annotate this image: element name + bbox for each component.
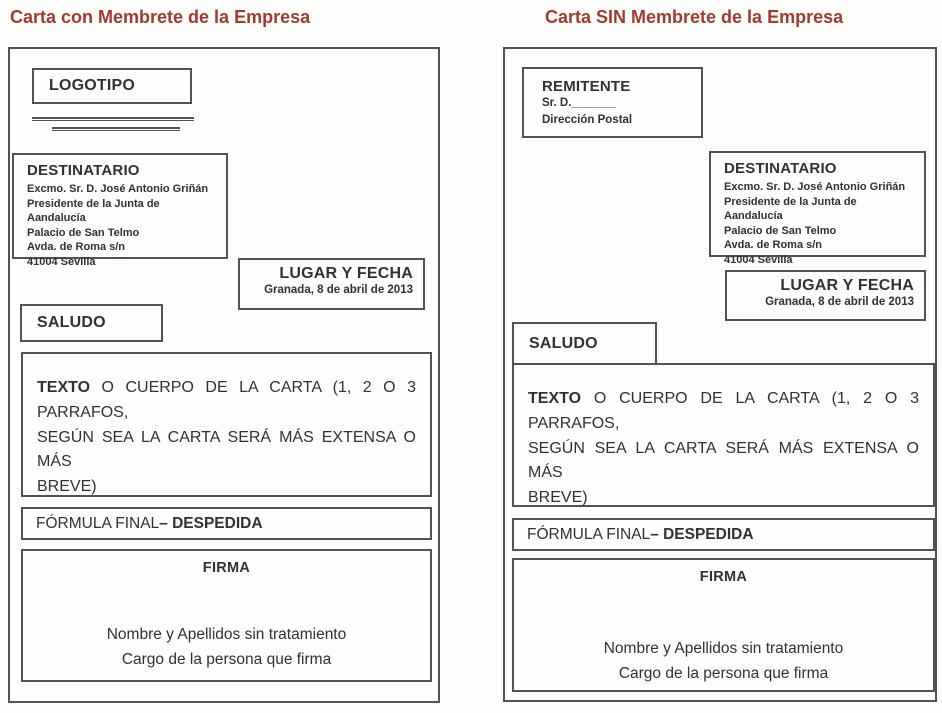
saludo-box <box>20 304 163 342</box>
letter-without-letterhead-page <box>503 47 937 702</box>
formula-despedida: – DESPEDIDA <box>650 525 754 543</box>
destinatario-line: 41004 Sevilla <box>27 255 96 268</box>
firma-line: Cargo de la persona que firma <box>121 650 332 668</box>
lugar-fecha-heading: LUGAR Y FECHA <box>279 265 413 282</box>
remitente-heading: REMITENTE <box>542 78 631 95</box>
remitente-line: Sr. D._______ <box>542 97 617 109</box>
destinatario-line: Excmo. Sr. D. José Antonio Griñán <box>27 183 209 195</box>
firma-lines <box>514 637 933 687</box>
lugar-fecha-date: Granada, 8 de abril de 2013 <box>765 296 914 308</box>
firma-line: Cargo de la persona que firma <box>618 664 829 682</box>
destinatario-line: Excmo. Sr. D. José Antonio Griñán <box>724 181 906 193</box>
lugar-fecha-box <box>725 270 926 321</box>
destinatario-heading: DESTINATARIO <box>724 160 837 177</box>
texto-line: BREVE) <box>528 489 588 507</box>
logotipo-box <box>32 68 192 104</box>
firma-box <box>512 558 935 692</box>
destinatario-line: 41004 Sevilla <box>724 253 793 266</box>
formula-lead: FÓRMULA FINAL <box>527 525 651 543</box>
destinatario-line: Palacio de San Telmo <box>27 226 140 239</box>
destinatario-line: Avda. de Roma s/n <box>27 241 126 254</box>
texto-lead: TEXTO <box>37 379 91 396</box>
texto-line <box>528 387 919 437</box>
firma-line: Nombre y Apellidos sin tratamiento <box>106 626 347 643</box>
lugar-fecha-box <box>238 258 425 310</box>
remitente-line: Dirección Postal <box>542 114 633 126</box>
destinatario-line: Avda. de Roma s/n <box>724 239 823 252</box>
destinatario-line: Presidente de la Junta de Aandalucía <box>724 195 857 223</box>
saludo-box <box>512 322 657 365</box>
texto-line: BREVE) <box>37 478 97 496</box>
firma-box <box>21 549 432 682</box>
texto-box <box>512 363 935 507</box>
destinatario-line: Palacio de San Telmo <box>724 224 837 237</box>
left-page-title: Carta con Membrete de la Empresa <box>10 7 311 27</box>
letter-with-letterhead-page <box>8 47 440 703</box>
formula-lead: FÓRMULA FINAL <box>36 514 160 532</box>
texto-lead: TEXTO <box>528 390 582 407</box>
firma-line: Nombre y Apellidos sin tratamiento <box>603 640 844 657</box>
destinatario-heading: DESTINATARIO <box>27 162 140 179</box>
lugar-fecha-date: Granada, 8 de abril de 2013 <box>264 284 413 296</box>
letterhead-rule-top <box>32 117 194 121</box>
texto-line: SEGÚN SEA LA CARTA SERÁ MÁS EXTENSA O MÁS <box>528 439 919 482</box>
texto-rest: O CUERPO DE LA CARTA (1, 2 O 3 PARRAFOS, <box>37 379 416 421</box>
formula-final-box <box>512 518 935 551</box>
logotipo-label: LOGOTIPO <box>49 77 136 94</box>
texto-line <box>37 376 416 426</box>
firma-heading: FIRMA <box>699 569 748 585</box>
destinatario-line: Presidente de la Junta de Aandalucía <box>27 197 160 225</box>
remitente-box <box>522 67 703 138</box>
lugar-fecha-heading: LUGAR Y FECHA <box>780 277 914 294</box>
right-page-title: Carta SIN Membrete de la Empresa <box>545 7 844 27</box>
saludo-label: SALUDO <box>529 334 598 352</box>
firma-heading: FIRMA <box>202 560 251 576</box>
letterhead-rule-bottom <box>52 127 180 131</box>
saludo-label: SALUDO <box>37 314 106 331</box>
texto-line: SEGÚN SEA LA CARTA SERÁ MÁS EXTENSA O MÁS <box>37 428 416 471</box>
firma-lines <box>23 623 430 673</box>
destinatario-box <box>12 153 228 268</box>
formula-final-box <box>21 507 432 540</box>
destinatario-box <box>709 151 926 266</box>
formula-despedida: – DESPEDIDA <box>159 514 263 532</box>
texto-box <box>21 352 432 497</box>
texto-rest: O CUERPO DE LA CARTA (1, 2 O 3 PARRAFOS, <box>528 390 919 432</box>
